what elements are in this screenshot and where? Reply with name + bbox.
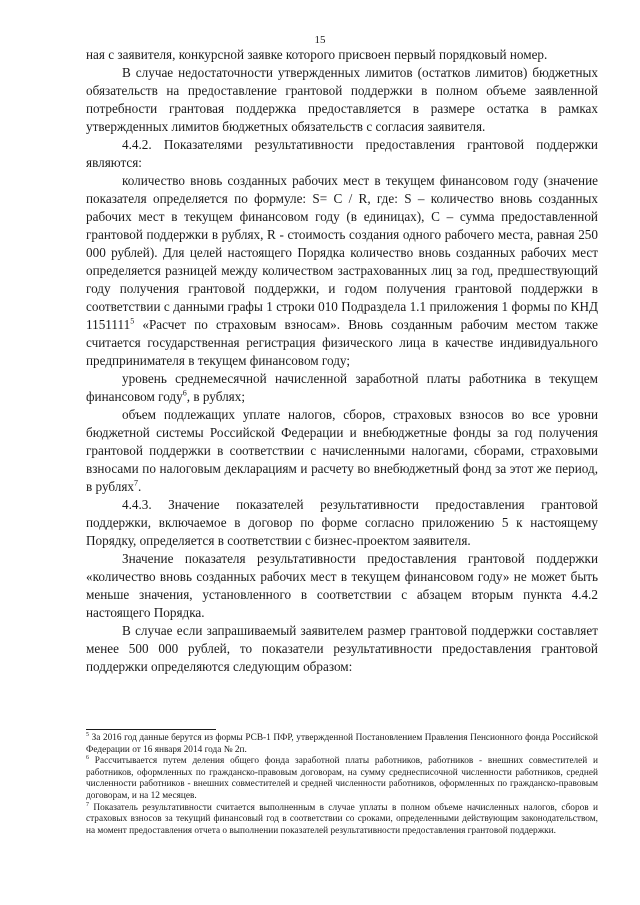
footnote-ref-5[interactable]: 5 [130, 316, 135, 326]
paragraph-new-jobs [86, 172, 598, 370]
paragraph-indicator-value: Значение показателя результативности предоставления грантовой поддержки «количество вновь созданных рабочих мест в текущем финансовом году» не может быть меньше значения, установленного в соответствии с абзацем вторым пункта 4.4.2 настоящего Порядка. [86, 551, 598, 620]
paragraph-small-grant: В случае если запрашиваемый заявителем размер грантовой поддержки составляет менее 500 000 рублей, то показатели результативности предоставления грантовой поддержки определяются следующим образом: [86, 623, 598, 674]
footnote-5-text: За 2016 год данные берутся из формы РСВ-1 ПФР, утвержденной Постановлением Правления Пенсионного фонда Российской Федерации от 16 января 2014 года № 2п. [86, 733, 598, 755]
footnote-mark-6: 6 [86, 755, 89, 762]
paragraph-limits-shortage: В случае недостаточности утвержденных лимитов (остатков лимитов) бюджетных обязательств на предоставление грантовой поддержки в полном объеме заявленной потребности грантовая поддержка предоставляется в размере остатка в рамках утвержденных лимитов бюджетных обязательств с согласия заявителя. [86, 65, 598, 134]
footnote-ref-7[interactable]: 7 [133, 478, 138, 488]
paragraph-average-salary-text: уровень среднемесячной начисленной заработной платы работника в текущем финансовом году [86, 371, 598, 404]
paragraph-new-jobs-tail: «Расчет по страховым взносам». Вновь созданным рабочим местом также считается государственная регистрация физического лица в качестве индивидуального предпринимателя в текущем финансовом году; [86, 317, 598, 368]
footnotes [86, 733, 598, 837]
body-text [86, 46, 598, 676]
footnote-7-text: Показатель результативности считается выполненным в случае уплаты в полном объеме начисленных налогов, сборов и страховых взносов за текущий финансовый год в соответствии со сроками, определенными действующим законодательством, на момент предоставления отчета о выполнении показателей результативности предоставления грантовой поддержки. [86, 802, 598, 836]
paragraph-4-4-2-heading: 4.4.2. Показателями результативности предоставления грантовой поддержки являются: [86, 137, 598, 170]
paragraph-taxes-tail: . [137, 479, 142, 494]
page-number: 15 [314, 34, 326, 46]
paragraph-continuation: ная с заявителя, конкурсной заявке которого присвоен первый порядковый номер. [86, 47, 548, 62]
paragraph-average-salary-tail: , в рублях; [186, 389, 245, 404]
footnote-6 [86, 756, 598, 802]
footnote-mark-7: 7 [86, 801, 89, 808]
footnote-separator [86, 729, 216, 730]
paragraph-average-salary [86, 370, 598, 406]
footnote-7 [86, 803, 598, 838]
paragraph-taxes [86, 406, 598, 496]
footnote-6-text: Рассчитывается путем деления общего фонда заработной платы работников, работников - внешних совместителей и работников, оформленных по гражданско-правовым договорам, на сумму среднесписочной численности работников, средней численности работников - внешних совместителей и средней численности работников, оформленных по гражданско-правовым договорам, и на 12 месяцев. [86, 756, 598, 801]
footnote-mark-5: 5 [86, 731, 89, 738]
footnote-5 [86, 733, 598, 756]
paragraph-taxes-text: объем подлежащих уплате налогов, сборов, страховых взносов во все уровни бюджетной системы Российской Федерации и внебюджетные фонды за год получения грантовой поддержки в соответствии с начисленными налогами, сборами, страховыми взносами по налоговым декларациям и расчету во внебюджетный фонд за этот же период, в рублях [86, 407, 598, 494]
paragraph-new-jobs-text: количество вновь созданных рабочих мест в текущем финансовом году (значение показателя определяется по формуле: S= C / R, где: S – количество вновь созданных рабочих мест в текущем финансовом году (в единицах), C – сумма предоставленной грантовой поддержки в рублях, R - стоимость создания одного рабочего места, равная 250 000 рублей). Для целей настоящего Порядка количество вновь созданных рабочих мест определяется разницей между количеством застрахованных лиц за год, предшествующий году получения грантовой поддержки, и годом получения грантовой поддержки в соответствии с данными графы 1 строки 010 Подраздела 1.1 приложения 1 формы по КНД 1151111 [86, 173, 598, 332]
footnote-ref-6[interactable]: 6 [182, 388, 187, 398]
paragraph-4-4-3: 4.4.3. Значение показателей результативности предоставления грантовой поддержки, включаемое в договор по форме согласно приложению 5 к настоящему Порядку, определяется в соответствии с бизнес-проектом заявителя. [86, 497, 598, 548]
